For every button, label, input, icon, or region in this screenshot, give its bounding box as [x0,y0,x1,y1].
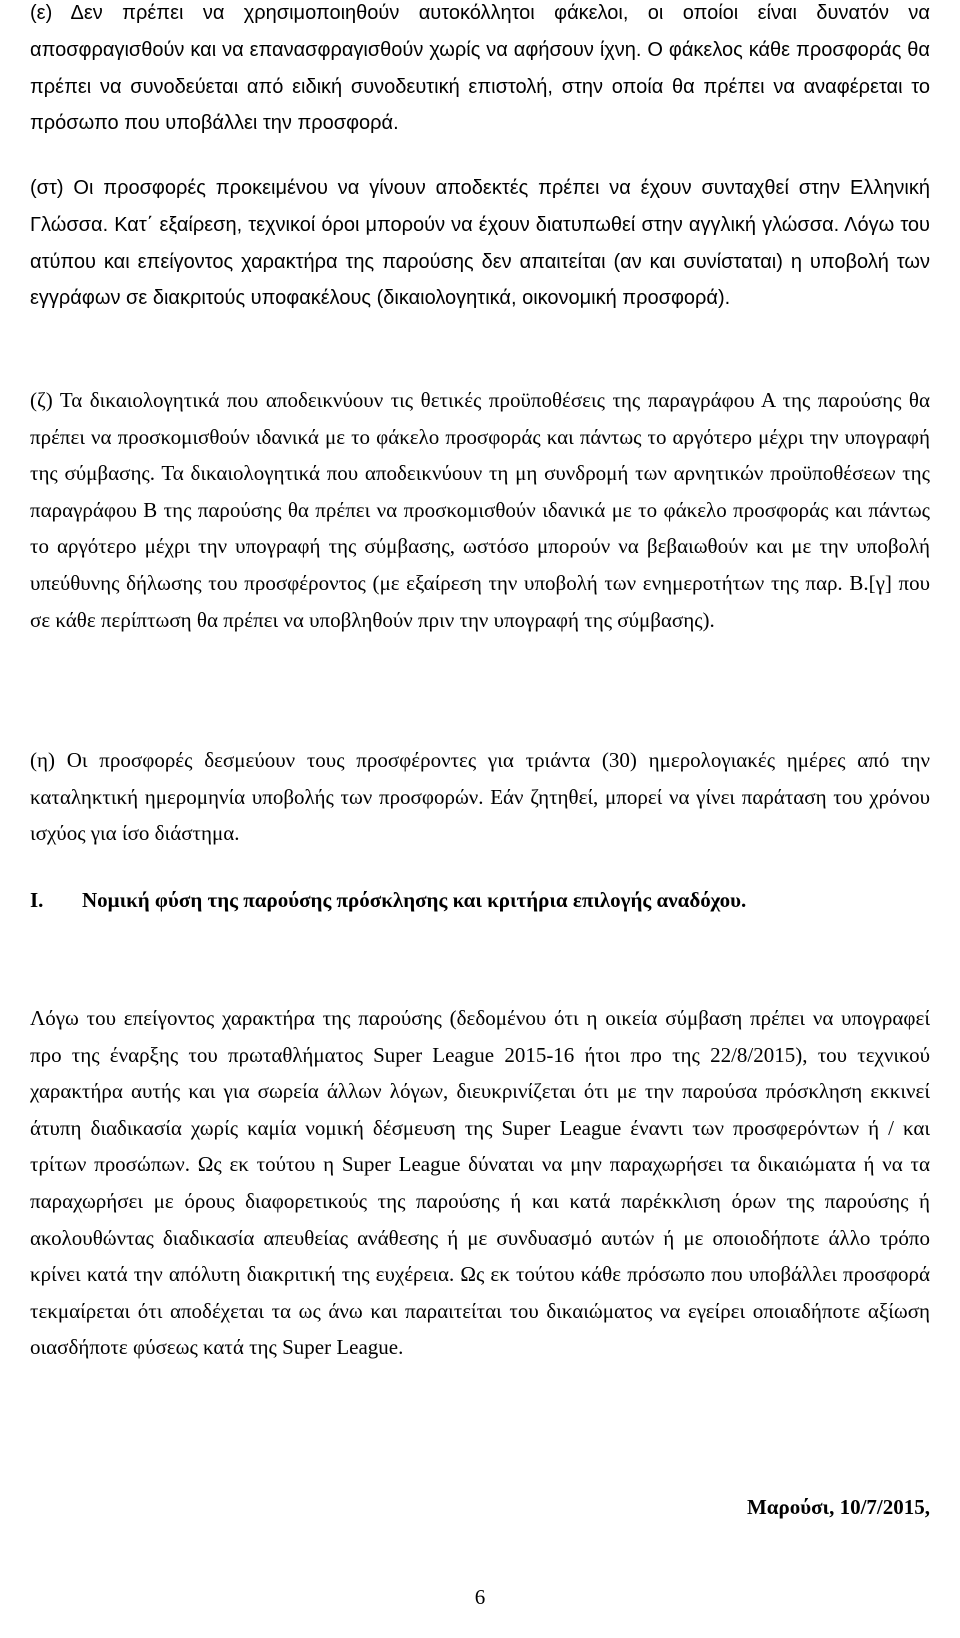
section-body-paragraph: Λόγω του επείγοντος χαρακτήρα της παρούσης (δεδομένου ότι η οικεία σύμβαση πρέπει να υπογραφεί προ της έναρξης του πρωταθλήματος Super League 2015-16 ήτοι προ της 22/8/2015), του τεχνικού χαρακτήρα αυτής και για σωρεία άλλων λόγων, διευκρινίζεται ότι με την παρούσα πρόσκληση εκκινεί άτυπη διαδικασία χωρίς καμία νομική δέσμευση της Super League έναντι των προσφερόντων ή / και τρίτων προσώπων. Ως εκ τούτου η Super League δύναται να μην παραχωρήσει τα δικαιώματα ή να τα παραχωρήσει με όρους διαφορετικούς της παρούσης ή και κατά παρέκκλιση όρων της παρούσης ή ακολουθώντας διαδικασία απευθείας ανάθεσης ή με συνδυασμό αυτών ή με οποιοδήποτε άλλο τρόπο κρίνει κατά την απόλυτη διακριτική της ευχέρεια. Ως εκ τούτου κάθε πρόσωπο που υποβάλλει προσφορά τεκμαίρεται ότι αποδέχεται τα ως άνω και παραιτείται του δικαιώματος να εγείρει οποιαδήποτε αξίωση οιασδήποτε φύσεως κατά της Super League. [30,1006,930,1360]
paragraph-z: (ζ) Τα δικαιολογητικά που αποδεικνύουν τις θετικές προϋποθέσεις της παραγράφου Α της παρούσης θα πρέπει να προσκομισθούν ιδανικά με το φάκελο προσφοράς και πάντως το αργότερο μέχρι την υπογραφή της σύμβασης. Τα δικαιολογητικά που αποδεικνύουν τη μη συνδρομή των αρνητικών προϋποθέσεων της παραγράφου Β της παρούσης θα πρέπει να προσκομισθούν ιδανικά με το φάκελο προσφοράς και πάντως το αργότερο μέχρι την υπογραφή της σύμβασης, ωστόσο μπορούν να βεβαιωθούν και με την υποβολή υπεύθυνης δήλωσης του προσφέροντος (με εξαίρεση την υποβολή των ενημεροτήτων της παρ. Β.[γ] που σε κάθε περίπτωση θα πρέπει να υποβληθούν πριν την υπογραφή της σύμβασης). [30,388,930,632]
signature-place-date: Μαρούσι, 10/7/2015, [746,1495,930,1519]
section-heading [30,882,930,919]
paragraph-st: (στ) Οι προσφορές προκειμένου να γίνουν αποδεκτές πρέπει να έχουν συνταχθεί στην Ελληνική Γλώσσα. Κατ΄ εξαίρεση, τεχνικοί όροι μπορούν να έχουν διατυπωθεί στην αγγλική γλώσσα. Λόγω του ατύπου και επείγοντος χαρακτήρα της παρούσης δεν απαιτείται (αν και συνίσταται) η υποβολή των εγγράφων σε διακριτούς υποφακέλους (δικαιολογητικά, οικονομική προσφορά). [30,177,930,310]
page-number: 6 [474,1585,486,1609]
paragraph-e: (ε) Δεν πρέπει να χρησιμοποιηθούν αυτοκόλλητοι φάκελοι, οι οποίοι είναι δυνατόν να αποσφραγισθούν και να επανασφραγισθούν χωρίς να αφήσουν ίχνη. Ο φάκελος κάθε προσφοράς θα πρέπει να συνοδεύεται από ειδική συνοδευτική επιστολή, στην οποία θα πρέπει να αναφέρεται το πρόσωπο που υποβάλλει την προσφορά. [30,2,930,135]
section-title: Νομική φύση της παρούσης πρόσκλησης και κριτήρια επιλογής αναδόχου. [82,888,747,912]
paragraph-h: (η) Οι προσφορές δεσμεύουν τους προσφέροντες για τριάντα (30) ημερολογιακές ημέρες από την καταληκτική ημερομηνία υποβολής των προσφορών. Εάν ζητηθεί, μπορεί να γίνει παράταση του χρόνου ισχύος για ίσο διάστημα. [30,748,930,846]
section-number: Ι. [30,888,44,912]
